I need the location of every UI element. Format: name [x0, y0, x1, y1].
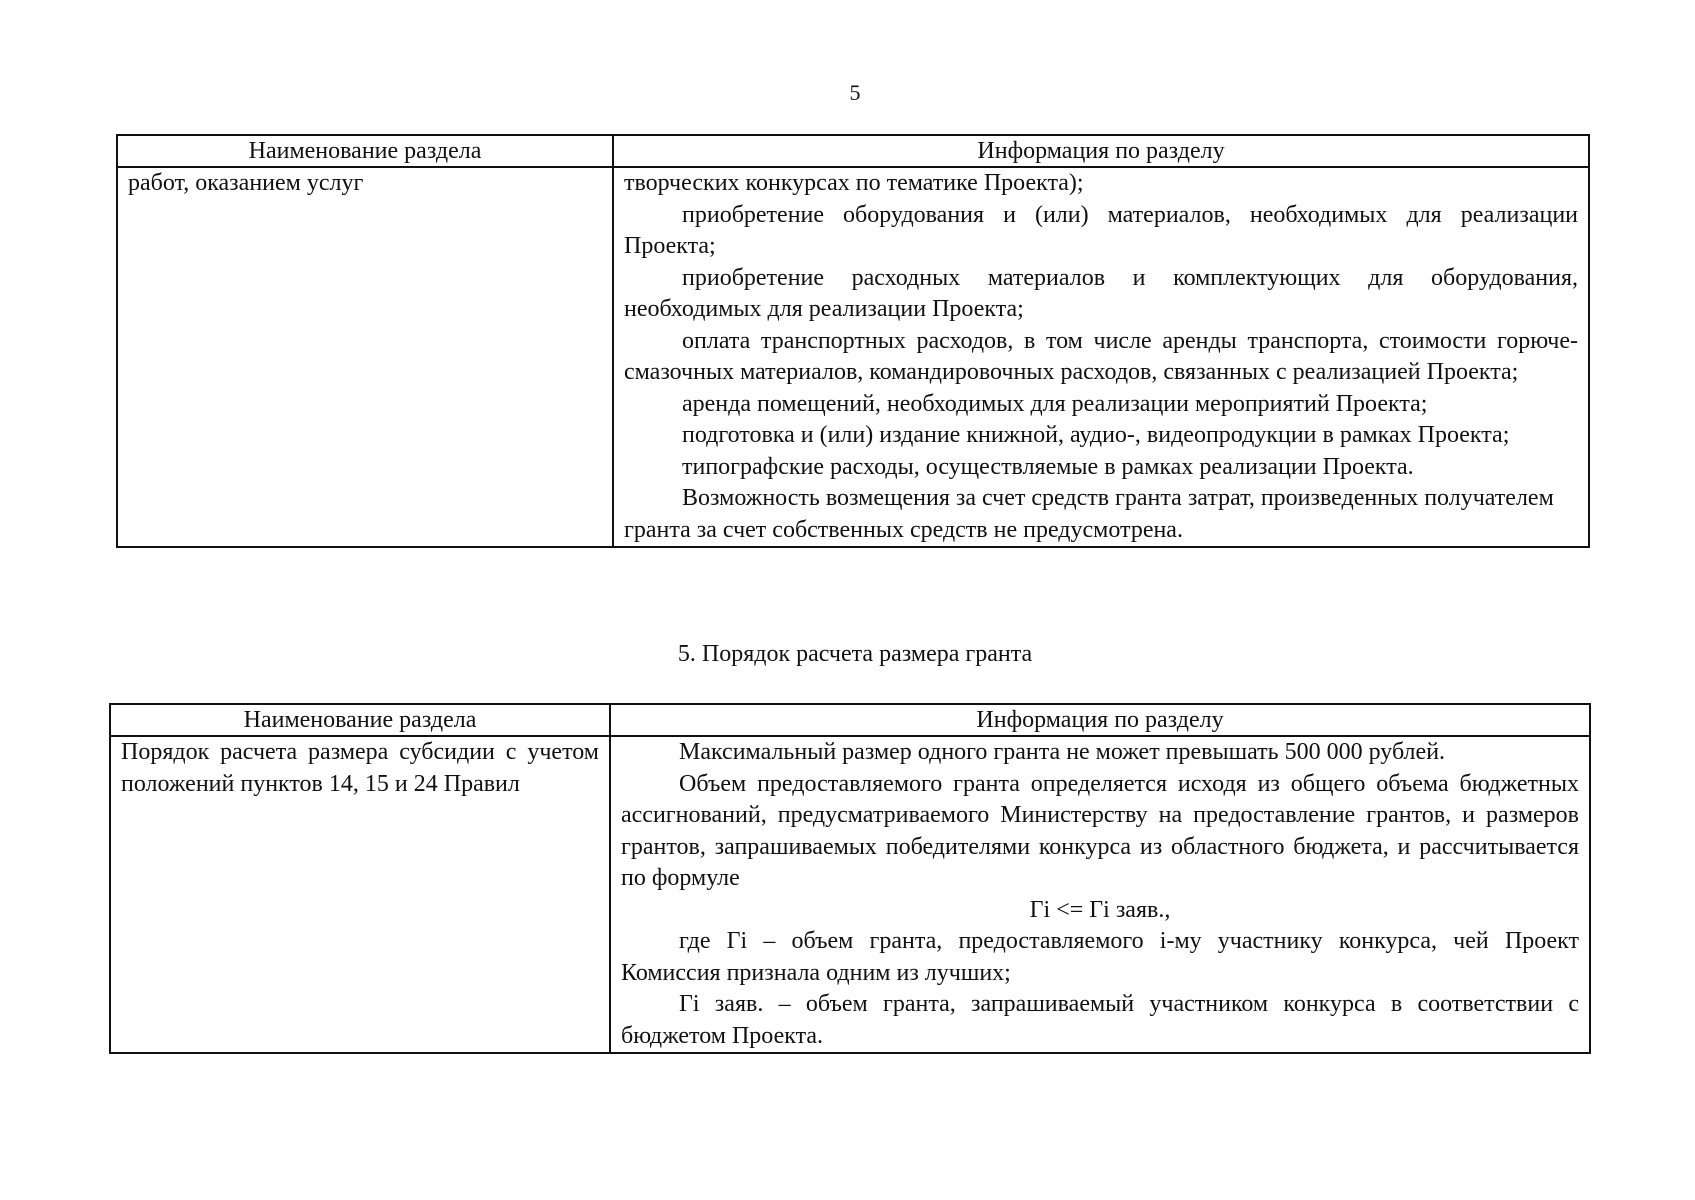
header-section-name: Наименование раздела	[117, 135, 613, 167]
info-paragraph: оплата транспортных расходов, в том числе аренды транспорта, стоимости горюче-смазочных материалов, командировочных расходов, связанных с реализацией Проекта;	[624, 327, 1578, 385]
table-header-row	[110, 704, 1590, 736]
section-table-continued	[116, 134, 1590, 548]
section-name-cell	[117, 167, 613, 547]
table-row	[117, 167, 1589, 547]
info-paragraph: приобретение расходных материалов и комплектующих для оборудования, необходимых для реализации Проекта;	[624, 264, 1578, 322]
section-info-cell	[610, 736, 1590, 1053]
section-name-text: работ, оказанием услуг	[128, 170, 364, 196]
info-paragraph: Гi заяв. – объем гранта, запрашиваемый участником конкурса в соответствии с бюджетом Проекта.	[621, 991, 1579, 1049]
formula: Гi <= Гi заяв.,	[1029, 896, 1171, 923]
info-paragraph: аренда помещений, необходимых для реализации мероприятий Проекта;	[682, 390, 1428, 417]
section-info-cell	[613, 167, 1589, 547]
header-section-name: Наименование раздела	[110, 704, 610, 736]
header-section-info: Информация по разделу	[610, 704, 1590, 736]
info-paragraph: подготовка и (или) издание книжной, аудио-, видеопродукции в рамках Проекта;	[682, 422, 1510, 448]
page-number: 5	[849, 80, 861, 105]
info-paragraph: где Гi – объем гранта, предоставляемого i-му участнику конкурса, чей Проект Комиссия признала одним из лучших;	[621, 928, 1579, 986]
table-row	[110, 736, 1590, 1053]
header-section-info: Информация по разделу	[613, 135, 1589, 167]
section-name-cell	[110, 736, 610, 1053]
table-header-row	[117, 135, 1589, 167]
info-paragraph: Объем предоставляемого гранта определяется исходя из общего объема бюджетных ассигнований, предусматриваемого Министерству на предоставление грантов, и размеров грантов, запрашиваемых победителями конкурса из областного бюджета, и рассчитывается по формуле	[621, 770, 1579, 891]
grant-calculation-table	[109, 703, 1591, 1054]
info-paragraph: Возможность возмещения за счет средств гранта затрат, произведенных получателем гранта за счет собственных средств не предусмотрена.	[624, 485, 1554, 543]
section-name-text: Порядок расчета размера субсидии с учетом положений пунктов 14, 15 и 24 Правил	[121, 739, 599, 797]
info-paragraph: типографские расходы, осуществляемые в рамках реализации Проекта.	[682, 453, 1414, 480]
info-paragraph: творческих конкурсах по тематике Проекта);	[624, 170, 1084, 196]
section-title: 5. Порядок расчета размера гранта	[677, 641, 1033, 667]
info-paragraph: Максимальный размер одного гранта не может превышать 500 000 рублей.	[679, 739, 1446, 765]
info-paragraph: приобретение оборудования и (или) материалов, необходимых для реализации Проекта;	[624, 201, 1578, 259]
